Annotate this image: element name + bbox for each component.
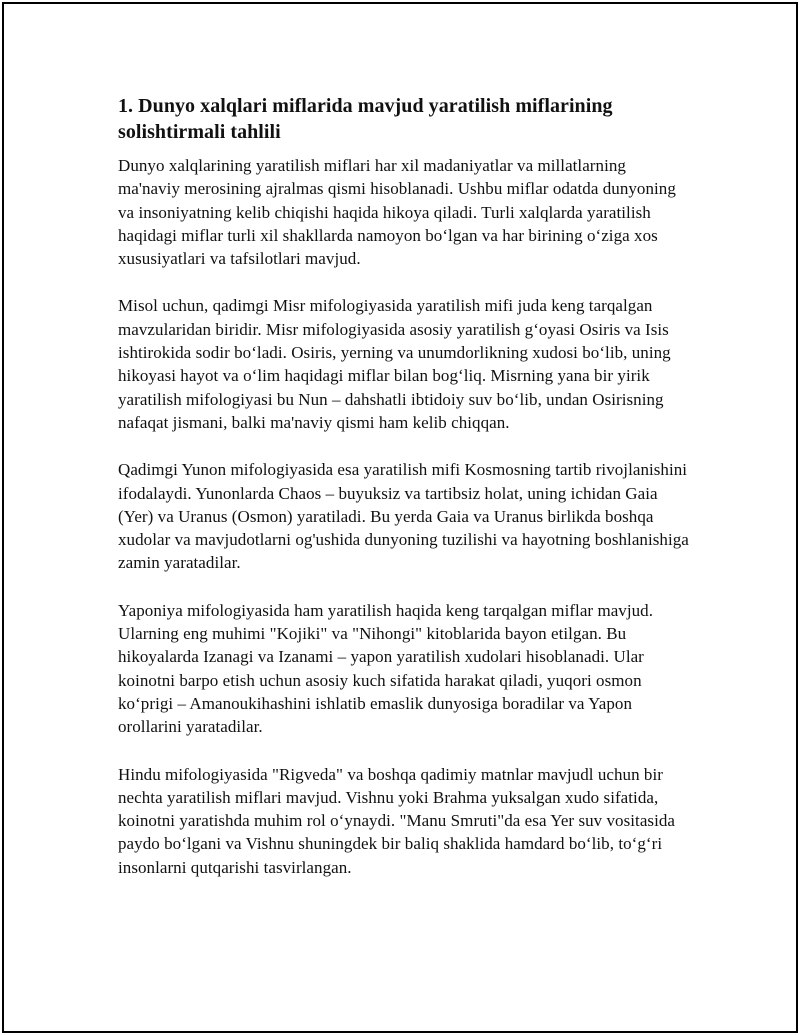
section-heading: 1. Dunyo xalqlari miflarida mavjud yaratilish miflarining solishtirmali tahlili <box>118 95 613 143</box>
paragraph-egypt: Misol uchun, qadimgi Misr mifologiyasida yaratilish mifi juda keng tarqalgan mavzularidan biridir. Misr mifologiyasida asosiy yaratilish g‘oyasi Osiris va Isis ishtirokida sodir bo‘ladi. Osiris, yerning va unumdorlikning xudosi bo‘lib, uning hikoyasi hayot va o‘lim haqidagi miflar bilan bog‘liq. Misrning yana bir yirik yaratilish mifologiyasi bu Nun – dahshatli ibtidoiy suv bo‘lib, undan Osirisning nafaqat jismani, balki ma'naviy qismi ham kelib chiqqan. <box>118 296 671 432</box>
document-body <box>118 93 690 903</box>
paragraph-hindu: Hindu mifologiyasida "Rigveda" va boshqa qadimiy matnlar mavjudl uchun bir nechta yaratilish miflari mavjud. Vishnu yoki Brahma yuksalgan xudo sifatida, koinotni yaratishda muhim rol o‘ynaydi. "Manu Smruti"da esa Yer suv vositasida paydo bo‘lgani va Vishnu shuningdek bir baliq shaklida hamdard bo‘lib, to‘g‘ri insonlarni qutqarishi tasvirlangan. <box>118 764 675 877</box>
paragraph-intro: Dunyo xalqlarining yaratilish miflari har xil madaniyatlar va millatlarning ma'naviy merosining ajralmas qismi hisoblanadi. Ushbu miflar odatda dunyoning va insoniyatning kelib chiqishi haqida hikoya qiladi. Turli xalqlarda yaratilish haqidagi miflar turli xil shakllarda namoyon bo‘lgan va har birining o‘ziga xos xususiyatlari va tafsilotlari mavjud. <box>118 156 676 269</box>
paragraph-japan: Yaponiya mifologiyasida ham yaratilish haqida keng tarqalgan miflar mavjud. Ularning eng muhimi "Kojiki" va "Nihongi" kitoblarida bayon etilgan. Bu hikoyalarda Izanagi va Izanami – yapon yaratilish xudolari hisoblanadi. Ular koinotni barpo etish uchun asosiy kuch sifatida harakat qiladi, yuqori osmon ko‘prigi – Amanoukihashini ishlatib emaslik dunyosiga boradilar va Yapon orollarini yaratadilar. <box>118 600 654 737</box>
paragraph-greece: Qadimgi Yunon mifologiyasida esa yaratilish mifi Kosmosning tartib rivojlanishini ifodalaydi. Yunonlarda Chaos – buyuksiz va tartibsiz holat, uning ichidan Gaia (Yer) va Uranus (Osmon) yaratiladi. Bu yerda Gaia va Uranus birlikda boshqa xudolar va mavjudotlarni og'ushida dunyoning tuzilishi va hayotning boshlanishiga zamin yaratadilar. <box>118 460 689 573</box>
